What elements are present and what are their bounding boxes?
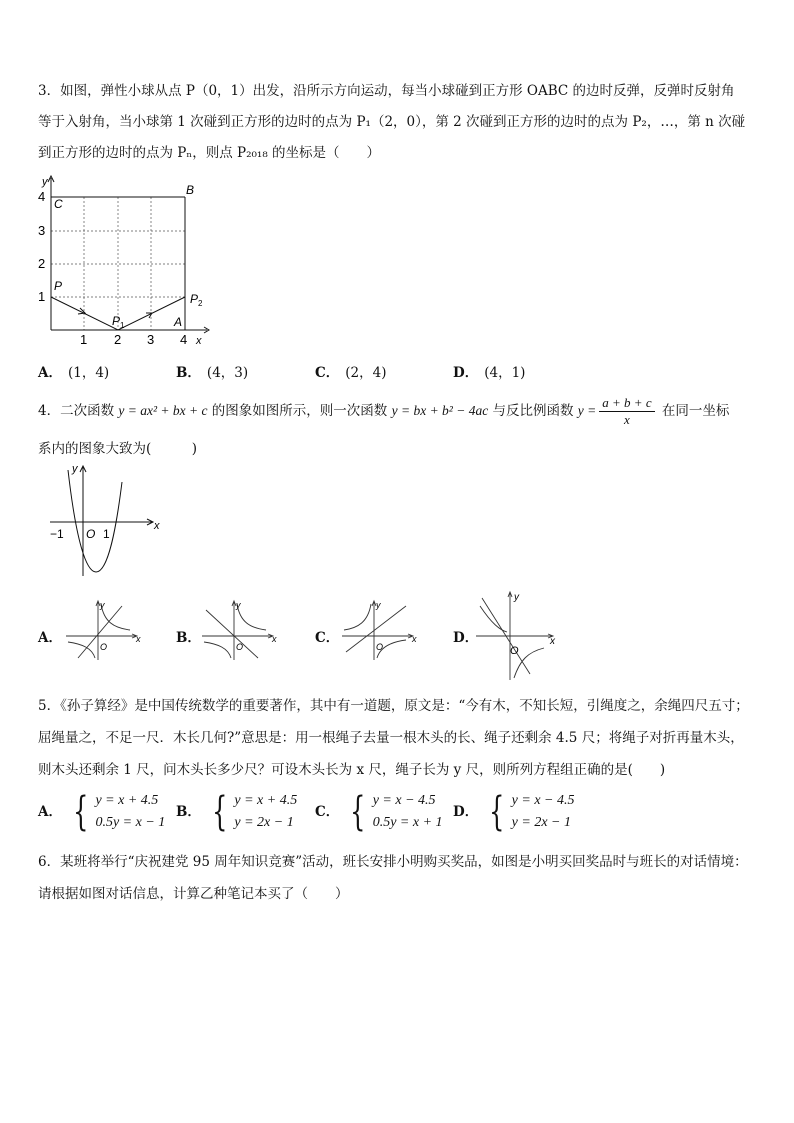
q4-tick-neg1: −1 [50, 527, 64, 541]
q5-option-b[interactable]: B． { y = x + 4.5 y = 2x − 1 [176, 789, 298, 835]
question-6 [38, 846, 758, 910]
q3-line-3: 到正方形的边时的点为 Pₙ，则点 P₂₀₁₈ 的坐标是（ ） [38, 145, 381, 161]
q3-point-b: B [186, 183, 195, 197]
svg-text:y: y [376, 600, 381, 610]
q3-point-a: A [174, 315, 183, 329]
q4-option-d-graph[interactable] [474, 590, 560, 685]
q5-option-c[interactable]: C． { y = x − 4.5 0.5y = x + 1 [315, 789, 443, 835]
q6-line-1: 6．某班将举行“庆祝建党 95 周年知识竞赛”活动，班长安排小明购买奖品，如图是小明买回奖品时与班长的对话情境： [38, 854, 748, 870]
q4-option-b[interactable]: B． [176, 630, 201, 646]
q3-xtick-1: 1 [80, 332, 88, 347]
q3-figure [32, 172, 217, 350]
q3-y-label: y [42, 176, 48, 188]
q5-option-d[interactable]: D． { y = x − 4.5 y = 2x − 1 [453, 789, 575, 835]
q3-xtick-2: 2 [114, 332, 122, 347]
svg-text:x: x [136, 634, 141, 644]
q4-option-d[interactable]: D． [453, 630, 479, 646]
question-4 [38, 395, 758, 464]
q5-line-3: 则木头还剩余 1 尺，问木头长多少尺？可设木头长为 x 尺，绳子长为 y 尺，则所列方程组正确的是( ) [38, 762, 666, 778]
q3-line-2: 等于入射角，当小球第 1 次碰到正方形的边时的点为 P₁（2，0），第 2 次碰到正方形的边时的点为 P₂，…，第 n 次碰 [38, 114, 746, 130]
q4-origin: O [86, 527, 96, 541]
q3-option-c[interactable]: C． (2，4) [315, 365, 387, 381]
q4-option-c-graph[interactable] [340, 598, 420, 663]
q4-y-label: y [72, 463, 78, 475]
q3-point-p2: P [190, 292, 199, 306]
q5-option-a[interactable]: A． { y = x + 4.5 0.5y = x − 1 [38, 789, 166, 835]
q3-point-p: P [54, 279, 63, 293]
svg-text:O: O [376, 642, 384, 652]
q5-line-1: 5．《孙子算经》是中国传统数学的重要著作，其中有一道题，原文是：“今有木，不知长短，引绳度之，余绳四尺五寸； [38, 698, 749, 714]
q4-option-b-graph[interactable] [200, 598, 280, 663]
q3-point-p1-sub: 1 [120, 321, 125, 330]
q3-ytick-1: 1 [38, 289, 46, 304]
question-5 [38, 690, 758, 786]
q3-ytick-3: 3 [38, 223, 46, 238]
svg-text:y: y [100, 600, 105, 610]
svg-text:x: x [272, 634, 277, 644]
q3-ytick-4: 4 [38, 189, 46, 204]
svg-text:y: y [236, 600, 241, 610]
q4-option-c[interactable]: C． [315, 630, 340, 646]
q4-x-label: x [154, 520, 160, 532]
q3-option-a[interactable]: A． (1，4) [38, 365, 110, 381]
q4-line-2: 系内的图象大致为( ) [38, 441, 198, 457]
q3-point-p1: P [112, 314, 121, 328]
q3-point-c: C [54, 197, 63, 211]
svg-text:O: O [100, 642, 108, 652]
q6-line-2: 请根据如图对话信息，计算乙种笔记本买了（ ） [38, 886, 349, 902]
q5-line-2: 屈绳量之，不足一尺．木长几何?”意思是：用一根绳子去量一根木头的长、绳子还剩余 4.5 尺；将绳子对折再量木头， [38, 730, 744, 746]
q3-line-1: 3．如图，弹性小球从点 P（0，1）出发，沿所示方向运动，每当小球碰到正方形 OABC 的边时反弹，反弹时反射角 [38, 83, 735, 99]
q3-xtick-3: 3 [147, 332, 155, 347]
q3-point-p2-sub: 2 [198, 299, 203, 308]
q4-option-a-graph[interactable] [64, 598, 144, 663]
q4-line-1: 4．二次函数 y = ax² + bx + c 的图象如图所示，则一次函数 y = bx + b² − 4ac 与反比例函数 y = $\frac{a + b + c}{x}$ 在同一坐标 [38, 395, 730, 427]
question-3 [38, 76, 758, 169]
q4-option-a[interactable]: A． [38, 630, 62, 646]
q4-formula-quadratic: y = ax² + bx + c [118, 403, 208, 418]
svg-text:y: y [514, 592, 519, 603]
svg-text:O: O [236, 642, 244, 652]
q4-formula-fraction: $\frac{a + b + c}{x}$ [599, 395, 654, 428]
q4-formula-linear: y = bx + b² − 4ac [391, 403, 489, 418]
q3-option-b[interactable]: B． (4，3) [176, 365, 249, 381]
svg-text:O: O [510, 645, 519, 657]
svg-text:x: x [412, 634, 417, 644]
q3-ytick-2: 2 [38, 256, 46, 271]
q3-x-label: x [196, 335, 202, 347]
q4-parabola-figure [46, 460, 166, 580]
q4-tick-1: 1 [103, 527, 110, 541]
q3-option-d[interactable]: D． (4，1) [453, 365, 526, 381]
svg-text:x: x [550, 636, 555, 647]
q3-xtick-4: 4 [180, 332, 188, 347]
